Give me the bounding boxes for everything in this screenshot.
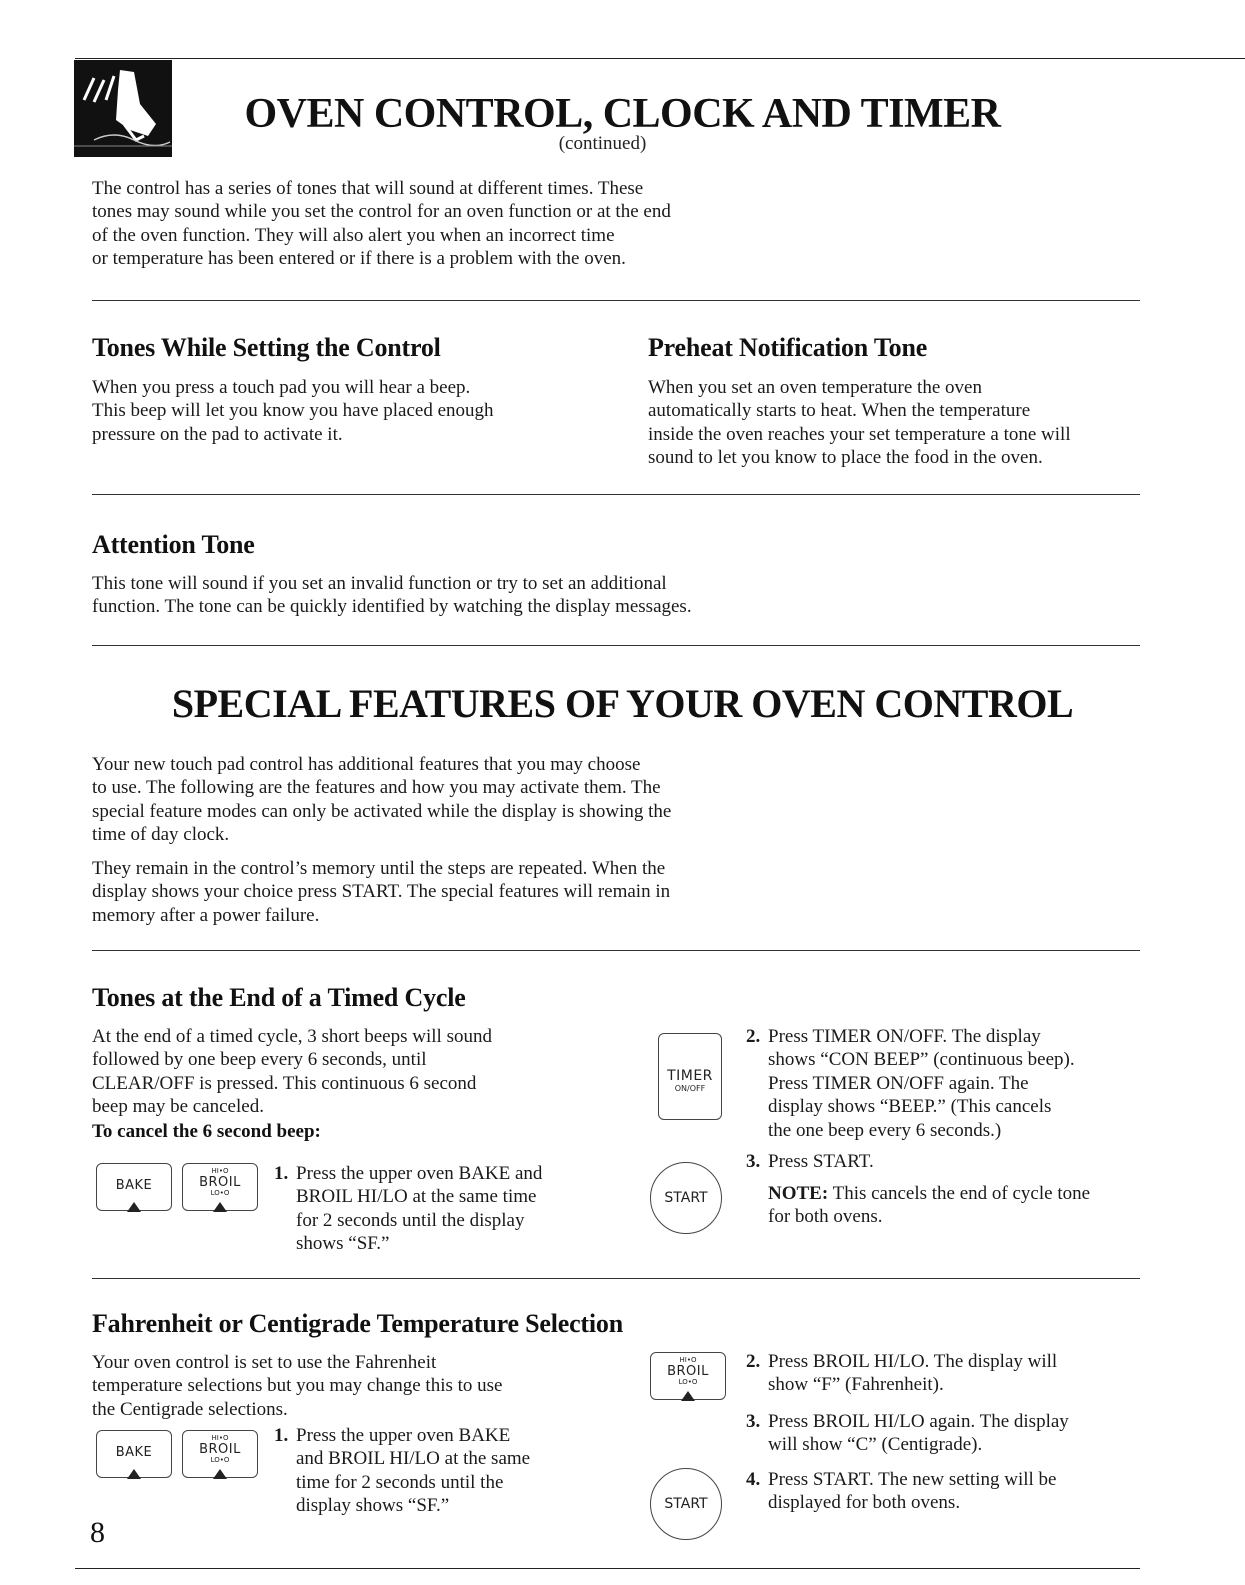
timer-onoff-key[interactable] (658, 1033, 722, 1120)
fahrenheit-step-3 (746, 1410, 1146, 1457)
timed-cycle-step-3 (746, 1150, 1146, 1173)
note-label: NOTE: (768, 1183, 829, 1204)
step-number: 1. (274, 1425, 289, 1446)
triangle-indicator-icon (681, 1391, 695, 1401)
timer-key-label: TIMER (667, 1068, 713, 1084)
step-line: will show “C” (Centigrade). (768, 1434, 983, 1456)
step-line: Press START. (768, 1151, 874, 1172)
bake-key-label: BAKE (115, 1445, 153, 1460)
step-number: 2. (746, 1351, 761, 1372)
timed-cycle-heading: Tones at the End of a Timed Cycle (92, 983, 466, 1012)
fahrenheit-step-1 (274, 1424, 594, 1518)
step-line: show “F” (Fahrenheit). (768, 1374, 944, 1396)
paragraph-line: CLEAR/OFF is pressed. This continuous 6 second (92, 1072, 477, 1094)
start-key[interactable] (650, 1162, 722, 1234)
paragraph-line: They remain in the control’s memory until the steps are repeated. When the (92, 858, 666, 879)
intro-line: The control has a series of tones that will sound at different times. These (92, 178, 644, 199)
triangle-indicator-icon (213, 1202, 227, 1212)
page-number: 8 (90, 1516, 105, 1549)
fahrenheit-paragraph (92, 1351, 612, 1421)
page-title: OVEN CONTROL, CLOCK AND TIMER (244, 91, 1001, 137)
section-divider (92, 494, 1140, 495)
triangle-indicator-icon (213, 1469, 227, 1479)
special-features-title: SPECIAL FEATURES OF YOUR OVEN CONTROL (171, 681, 1074, 726)
step-line: displayed for both ovens. (768, 1492, 961, 1514)
paragraph-line: Your new touch pad control has additional features that you may choose (92, 754, 641, 775)
step-line: Press BROIL HI/LO. The display will (768, 1351, 1058, 1372)
paragraph-line: temperature selections but you may change this to use (92, 1375, 503, 1397)
onoff-key-label: ON/OFF (674, 1084, 706, 1093)
timed-cycle-step-1 (274, 1162, 594, 1256)
step-line: Press TIMER ON/OFF. The display (768, 1026, 1041, 1047)
paragraph-line: time of day clock. (92, 824, 230, 846)
broil-key-label: BROIL (199, 1442, 241, 1457)
note-line: This cancels the end of cycle tone (828, 1183, 1091, 1204)
paragraph-line: automatically starts to heat. When the temperature (648, 400, 1031, 422)
attention-heading: Attention Tone (92, 530, 255, 559)
broil-hilo-key[interactable] (650, 1352, 726, 1400)
step-number: 1. (274, 1163, 289, 1184)
paragraph-line: When you set an oven temperature the oven (648, 377, 982, 398)
lo-label: LO•O (678, 1378, 698, 1386)
step-line: Press TIMER ON/OFF again. The (768, 1072, 1029, 1094)
paragraph-line: inside the oven reaches your set temperature a tone will (648, 423, 1071, 445)
paragraph-line: sound to let you know to place the food in the oven. (648, 447, 1043, 469)
paragraph-line: display shows your choice press START. The special features will remain in (92, 881, 671, 903)
step-line: shows “CON BEEP” (continuous beep). (768, 1049, 1075, 1071)
triangle-indicator-icon (127, 1469, 141, 1479)
lo-label: LO•O (210, 1456, 230, 1464)
step-line: Press BROIL HI/LO again. The display (768, 1411, 1069, 1432)
step-line: BROIL HI/LO at the same time (296, 1186, 537, 1208)
step-line: shows “SF.” (296, 1233, 390, 1255)
hi-label: HI•O (679, 1356, 697, 1364)
paragraph-line: function. The tone can be quickly identified by watching the display messages. (92, 596, 692, 618)
fahrenheit-heading: Fahrenheit or Centigrade Temperature Selection (92, 1309, 623, 1338)
step-line: Press START. The new setting will be (768, 1469, 1057, 1490)
bottom-rule (75, 1568, 1140, 1569)
step-line: Press the upper oven BAKE and (296, 1163, 543, 1184)
top-rule (75, 58, 1245, 59)
start-key[interactable] (650, 1468, 722, 1540)
hi-label: HI•O (211, 1434, 229, 1442)
step-line: the one beep every 6 seconds.) (768, 1119, 1002, 1141)
bake-key-label: BAKE (115, 1178, 153, 1193)
attention-paragraph (92, 572, 812, 619)
paragraph-line: This beep will let you know you have placed enough (92, 400, 494, 422)
section-divider (92, 645, 1140, 646)
step-line: time for 2 seconds until the (296, 1471, 504, 1493)
paragraph-line: followed by one beep every 6 seconds, until (92, 1049, 427, 1071)
broil-hilo-key[interactable] (182, 1430, 258, 1478)
intro-line: tones may sound while you set the control for an oven function or at the end (92, 201, 671, 223)
paragraph-line: pressure on the pad to activate it. (92, 423, 343, 445)
tones-setting-paragraph (92, 376, 612, 446)
paragraph-line: Your oven control is set to use the Fahrenheit (92, 1352, 437, 1373)
broil-key-label: BROIL (667, 1364, 709, 1379)
step-number: 4. (746, 1469, 761, 1490)
preheat-heading: Preheat Notification Tone (648, 333, 928, 362)
paragraph-line: memory after a power failure. (92, 904, 320, 926)
lo-label: LO•O (210, 1189, 230, 1197)
paragraph-line: At the end of a timed cycle, 3 short beeps will sound (92, 1026, 492, 1047)
preheat-paragraph (648, 376, 1148, 470)
intro-line: of the oven function. They will also alert you when an incorrect time (92, 224, 615, 246)
step-line: and BROIL HI/LO at the same (296, 1448, 531, 1470)
paragraph-line: When you press a touch pad you will hear a beep. (92, 377, 471, 398)
triangle-indicator-icon (127, 1202, 141, 1212)
step-line: Press the upper oven BAKE (296, 1425, 511, 1446)
intro-line: or temperature has been entered or if there is a problem with the oven. (92, 248, 626, 270)
bake-key[interactable] (96, 1430, 172, 1478)
cancel-beep-heading: To cancel the 6 second beep: (92, 1121, 321, 1142)
paragraph-line: the Centigrade selections. (92, 1398, 288, 1420)
special-paragraph-1 (92, 753, 812, 847)
timed-cycle-step-2 (746, 1025, 1146, 1142)
hi-label: HI•O (211, 1167, 229, 1175)
broil-key-label: BROIL (199, 1175, 241, 1190)
fahrenheit-step-2 (746, 1350, 1146, 1397)
bake-key[interactable] (96, 1163, 172, 1211)
fahrenheit-step-4 (746, 1468, 1146, 1515)
paragraph-line: special feature modes can only be activated while the display is showing the (92, 800, 672, 822)
broil-hilo-key[interactable] (182, 1163, 258, 1211)
special-paragraph-2 (92, 857, 812, 927)
timed-cycle-note (768, 1182, 1148, 1229)
start-key-label: START (664, 1496, 708, 1512)
step-line: display shows “BEEP.” (This cancels (768, 1096, 1052, 1118)
paragraph-line: to use. The following are the features and how you may activate them. The (92, 777, 661, 799)
section-divider (92, 300, 1140, 301)
step-number: 3. (746, 1151, 761, 1172)
step-number: 2. (746, 1026, 761, 1047)
paragraph-line: beep may be canceled. (92, 1096, 264, 1118)
page-subtitle: (continued) (558, 133, 647, 154)
start-key-label: START (664, 1190, 708, 1206)
tones-setting-heading: Tones While Setting the Control (92, 333, 441, 362)
step-number: 3. (746, 1411, 761, 1432)
intro-paragraph (92, 177, 812, 271)
section-divider (92, 950, 1140, 951)
timed-cycle-paragraph (92, 1025, 612, 1119)
section-divider (92, 1278, 1140, 1279)
paragraph-line: This tone will sound if you set an invalid function or try to set an additional (92, 573, 667, 594)
note-line: for both ovens. (768, 1206, 883, 1228)
step-line: for 2 seconds until the display (296, 1209, 525, 1231)
step-line: display shows “SF.” (296, 1495, 450, 1517)
